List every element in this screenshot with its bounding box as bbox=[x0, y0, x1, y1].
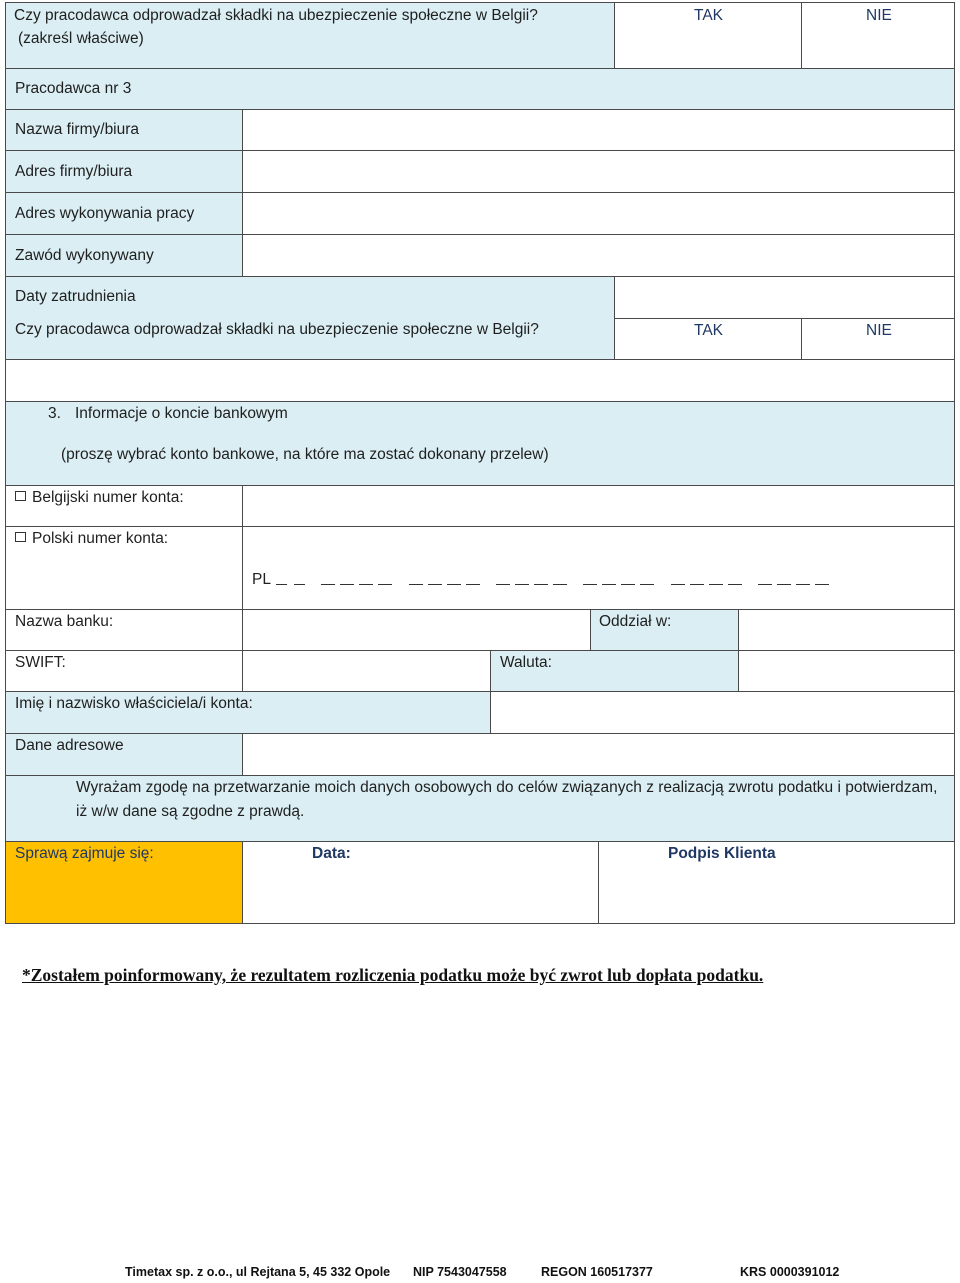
employer3-contrib-no-option[interactable] bbox=[801, 318, 955, 360]
occupation-field[interactable] bbox=[242, 234, 955, 277]
polish-account-label-cell bbox=[5, 526, 243, 610]
branch-label: Oddział w: bbox=[599, 613, 672, 630]
handled-by-label: Sprawą zajmuje się: bbox=[15, 845, 154, 862]
employment-dates-field[interactable] bbox=[614, 276, 955, 319]
swift-label-cell bbox=[5, 650, 243, 692]
company-address-label: Adres firmy/biura bbox=[15, 163, 133, 180]
date-label: Data: bbox=[312, 845, 351, 862]
date-field[interactable] bbox=[242, 841, 599, 924]
employment-dates-label-cell bbox=[5, 276, 243, 319]
contrib-question-hint: (zakreśl właściwe) bbox=[18, 30, 144, 47]
belgian-account-label: Belgijski numer konta: bbox=[32, 489, 184, 506]
footer-regon: REGON 160517377 bbox=[541, 1265, 653, 1279]
polish-account-checkbox[interactable] bbox=[15, 532, 26, 542]
company-address-label-cell bbox=[5, 150, 243, 193]
bank-section-heading: Informacje o koncie bankowym bbox=[75, 405, 288, 422]
branch-label-cell bbox=[590, 609, 739, 651]
bank-section-subheading: (proszę wybrać konto bankowe, na które ma zostać dokonany przelew) bbox=[61, 446, 549, 463]
contrib-question-text: Czy pracodawca odprowadzał składki na ubezpieczenie społeczne w Belgii? bbox=[14, 7, 538, 24]
footer-company: Timetax sp. z o.o., ul Rejtana 5, 45 332 Opole bbox=[125, 1265, 391, 1279]
employer3-contrib-yes-label: TAK bbox=[694, 322, 723, 339]
bank-name-label: Nazwa banku: bbox=[15, 613, 114, 630]
swift-field[interactable] bbox=[242, 650, 491, 692]
company-name-field[interactable] bbox=[242, 109, 955, 151]
occupation-label: Zawód wykonywany bbox=[15, 247, 154, 264]
address-label: Dane adresowe bbox=[15, 737, 124, 754]
work-address-field[interactable] bbox=[242, 192, 955, 235]
bank-section-number: 3. bbox=[48, 405, 61, 422]
employment-dates-spacer bbox=[242, 276, 615, 319]
belgian-account-label-cell bbox=[5, 485, 243, 527]
handled-by-cell bbox=[5, 841, 243, 924]
contrib-no-label: NIE bbox=[866, 7, 892, 24]
currency-field[interactable] bbox=[738, 650, 955, 692]
bank-name-field[interactable] bbox=[242, 609, 591, 651]
contrib-no-option[interactable] bbox=[801, 2, 955, 69]
polish-account-field[interactable] bbox=[242, 526, 955, 610]
swift-label: SWIFT: bbox=[15, 654, 66, 671]
consent-line-1: Wyrażam zgodę na przetwarzanie moich danych osobowych do celów związanych z realizacją zwrotu podatku i potwierdzam, bbox=[76, 779, 938, 796]
employer3-contrib-question: Czy pracodawca odprowadzał składki na ubezpieczenie społeczne w Belgii? bbox=[15, 321, 539, 338]
bank-section-heading-cell bbox=[5, 401, 955, 486]
work-address-label: Adres wykonywania pracy bbox=[15, 205, 195, 222]
tax-result-note: *Zostałem poinformowany, że rezultatem rozliczenia podatku może być zwrot lub dopłata podatku. bbox=[22, 965, 764, 985]
contrib-yes-option[interactable] bbox=[614, 2, 802, 69]
contrib-question-cell bbox=[5, 2, 615, 69]
belgian-account-checkbox[interactable] bbox=[15, 491, 26, 501]
company-name-label: Nazwa firmy/biura bbox=[15, 121, 140, 138]
company-address-field[interactable] bbox=[242, 150, 955, 193]
occupation-label-cell bbox=[5, 234, 243, 277]
client-signature-label: Podpis Klienta bbox=[668, 845, 776, 862]
employer3-heading-cell bbox=[5, 68, 955, 110]
pl-prefix: PL bbox=[252, 571, 271, 588]
employer3-contrib-no-label: NIE bbox=[866, 322, 892, 339]
spacer-row bbox=[5, 359, 955, 402]
employer3-contrib-question-cell bbox=[5, 318, 615, 360]
client-signature-field[interactable] bbox=[598, 841, 955, 924]
branch-field[interactable] bbox=[738, 609, 955, 651]
belgian-account-field[interactable] bbox=[242, 485, 955, 527]
consent-cell bbox=[5, 775, 955, 842]
employer3-heading: Pracodawca nr 3 bbox=[15, 80, 132, 97]
account-owner-label: Imię i nazwisko właściciela/i konta: bbox=[15, 695, 253, 712]
footer-krs: KRS 0000391012 bbox=[740, 1265, 840, 1279]
currency-label-cell bbox=[490, 650, 739, 692]
employer3-contrib-yes-option[interactable] bbox=[614, 318, 802, 360]
employment-dates-label: Daty zatrudnienia bbox=[15, 288, 136, 305]
contrib-yes-label: TAK bbox=[694, 7, 723, 24]
currency-label: Waluta: bbox=[500, 654, 552, 671]
polish-account-label: Polski numer konta: bbox=[32, 530, 169, 547]
account-owner-field[interactable] bbox=[490, 691, 955, 734]
bank-name-label-cell bbox=[5, 609, 243, 651]
address-field[interactable] bbox=[242, 733, 955, 776]
work-address-label-cell bbox=[5, 192, 243, 235]
consent-line-2: iż w/w dane są zgodne z prawdą. bbox=[76, 803, 305, 820]
address-label-cell bbox=[5, 733, 243, 776]
footer-nip: NIP 7543047558 bbox=[413, 1265, 507, 1279]
polish-account-digits bbox=[252, 570, 829, 590]
account-owner-label-cell bbox=[5, 691, 491, 734]
company-name-label-cell bbox=[5, 109, 243, 151]
